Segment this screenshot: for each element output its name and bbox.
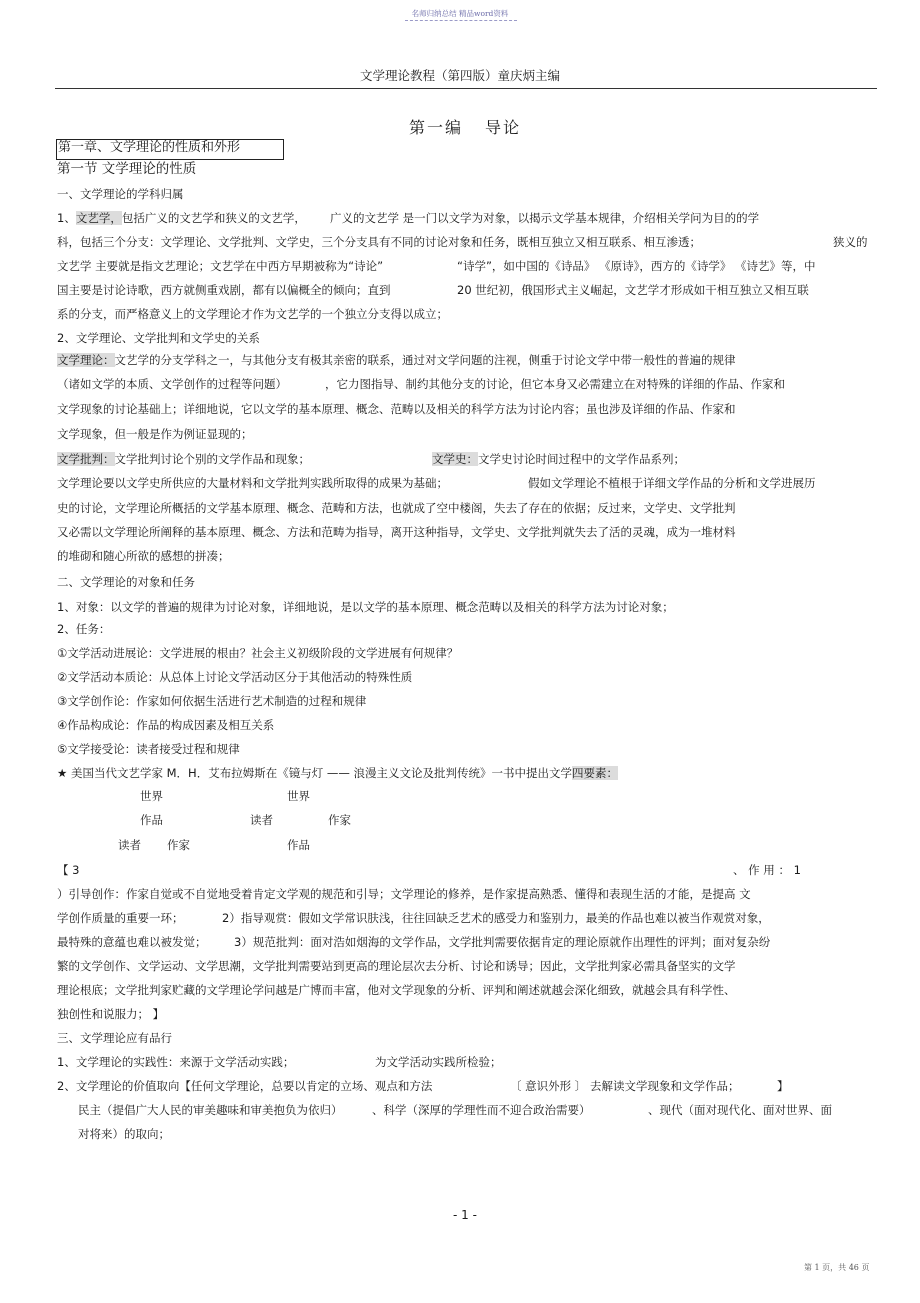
text-run: 学创作质量的重要一环； [57, 911, 184, 925]
text-line [57, 451, 310, 467]
text-line [222, 910, 770, 926]
text-run: 文学史讨论时间过程中的文学作品系列； [478, 452, 685, 466]
text-run: 3）规范批判：面对浩如烟海的文学作品，文学批判需要依据肯定的理论原就作出理性的评判；面对复杂纷 [234, 935, 771, 949]
highlighted-term: 文学史： [432, 452, 478, 466]
text-line [57, 500, 736, 516]
text-run: 读者 [250, 813, 273, 827]
text-run: 作家 [167, 838, 190, 852]
text-run: 作家 [328, 813, 351, 827]
text-line [167, 837, 190, 853]
text-run: 广义的文艺学 是一门以文学为对象，以揭示文学基本规律，介绍相关学问为目的的学 [330, 211, 760, 225]
text-line [57, 621, 110, 637]
text-line [328, 812, 351, 828]
text-run: （诸如文学的本质、文学创作的过程等问题） [57, 377, 287, 391]
text-run: 1、 [57, 211, 76, 225]
text-line [57, 669, 412, 685]
text-line [78, 1102, 343, 1118]
text-run: 独创性和说服力； 】 [57, 1007, 165, 1021]
watermark-text: 名师归纳总结 精品word资料 [411, 9, 509, 18]
text-line [57, 599, 674, 615]
text-line [140, 812, 163, 828]
text-line [57, 1054, 294, 1070]
text-run: 文学现象，但一般是作为例证显现的； [57, 427, 253, 441]
text-run: 又必需以文学理论所阐释的基本原理、概念、方法和范畴为指导，离开这种指导，文学史、文学批判就失去了活的灵魂，成为一堆材料 [57, 525, 736, 539]
text-run: 二、文学理论的对象和任务 [57, 575, 195, 589]
text-line [234, 934, 770, 950]
text-run: 狭义的 [833, 235, 868, 249]
text-line [57, 862, 79, 878]
text-line [57, 210, 306, 226]
text-line [733, 862, 801, 878]
text-line [57, 282, 391, 298]
text-run: 一、文学理论的学科归属 [57, 187, 184, 201]
text-run: 史的讨论，文学理论所概括的文学基本原理、概念、范畴和方法，也就成了空中楼阁，失去了存在的依据；反过来，文学史、文学批判 [57, 501, 736, 515]
text-run: 民主（提倡广大人民的审美趣味和审美抱负为依归） [78, 1103, 343, 1117]
text-line [57, 958, 736, 974]
text-run: ①文学活动进展论：文学进展的根由？社会主义初级阶段的文学进展有何规律？ [57, 646, 459, 660]
text-run: 、科学（深厚的学理性而不迎合政治需要） [372, 1103, 591, 1117]
text-line [457, 258, 815, 274]
text-line [57, 186, 184, 202]
text-line [330, 210, 759, 226]
text-line [325, 376, 785, 392]
text-line [57, 693, 366, 709]
text-run: 文学批判讨论个别的文学作品和现象； [114, 452, 310, 466]
text-run: 系的分支，而严格意义上的文学理论才作为文艺学的一个独立分支得以成立； [57, 307, 448, 321]
text-line [57, 330, 260, 346]
text-run: 三、文学理论应有品行 [57, 1031, 172, 1045]
text-line [777, 1078, 789, 1094]
page-number: - 1 - [453, 1208, 477, 1222]
text-run: 文学理论要以文学史所供应的大量材料和文学批判实践所取得的成果为基础； [57, 476, 448, 490]
text-run: ，它力图指导、制约其他分支的讨论，但它本身又必需建立在对特殊的详细的作品、作家和 [325, 377, 785, 391]
text-run: 〔 意识外形 〕 去解读文学现象和文学作品； [510, 1079, 740, 1093]
part-title [0, 115, 920, 138]
text-run: 、现代（面对现代化、面对世界、面 [648, 1103, 832, 1117]
text-run: 繁的文学创作、文学运动、文学思潮，文学批判需要站到更高的理论层次去分析、讨论和诱导；因此，文学批判家必需具备坚实的文学 [57, 959, 736, 973]
text-run: ）引导创作：作家自觉或不自觉地受着肯定文学观的规范和引导；文学理论的修养，是作家提高熟悉、懂得和表现生活的才能，是提高 文 [57, 887, 751, 901]
text-run: 2、文学理论的价值取向【任何文学理论，总要以肯定的立场、观点和方法 [57, 1079, 433, 1093]
text-line [140, 788, 163, 804]
text-line [57, 741, 240, 757]
page-count: 第 1 页，共 46 页 [804, 1263, 870, 1272]
header-rule [55, 88, 877, 89]
text-run: ⑤文学接受论：读者接受过程和规律 [57, 742, 240, 756]
text-run: 文艺学 主要就是指文艺理论；文艺学在中西方早期被称为“诗论” [57, 259, 384, 273]
text-run: ②文学活动本质论：从总体上讨论文学活动区分于其他活动的特殊性质 [57, 670, 413, 684]
text-line [57, 1030, 172, 1046]
text-line [528, 475, 816, 491]
highlighted-term: 文艺学， [75, 211, 122, 225]
text-line [57, 982, 736, 998]
text-run: 为文学活动实践所检验； [375, 1055, 502, 1069]
part-title-name: 导论 [485, 118, 522, 137]
text-run: 世界 [140, 789, 163, 803]
text-run: 最特殊的意蕴也难以被发觉； [57, 935, 207, 949]
text-line [57, 886, 751, 902]
text-line [57, 934, 207, 950]
text-line [57, 645, 458, 661]
text-run: 文艺学的分支学科之一，与其他分支有极其亲密的联系，通过对文学问题的注视，侧重于讨论文学中带一般性的普遍的规律 [114, 353, 736, 367]
section-title: 第一节 文学理论的性质 [57, 161, 197, 177]
text-line [287, 837, 310, 853]
text-run: 世界 [287, 789, 310, 803]
text-line [57, 401, 736, 417]
text-run: ★ 美国当代文艺学家 M．H．艾布拉姆斯在《镜与灯 —— 浪漫主义文论及批判传统》一书中提出文学 [57, 766, 572, 780]
text-line [57, 765, 618, 781]
text-line [57, 258, 383, 274]
part-title-number: 第一编 [408, 118, 463, 137]
text-line [57, 574, 195, 590]
text-run: 20 世纪初，俄国形式主义崛起，文艺学才形成如干相互独立又相互联 [457, 283, 809, 297]
text-run: 、 作 用 ： 1 [733, 863, 801, 877]
text-line [432, 451, 685, 467]
text-line [375, 1054, 502, 1070]
document-header: 文学理论教程（第四版）童庆炳主编 [359, 68, 560, 83]
text-line [57, 306, 448, 322]
text-run: 文学现象的讨论基础上；详细地说，它以文学的基本原理、概念、范畴以及相关的科学方法为讨论内容；虽也涉及详细的作品、作家和 [57, 402, 736, 416]
text-line [57, 426, 253, 442]
text-run: ③文学创作论：作家如何依据生活进行艺术制造的过程和规律 [57, 694, 367, 708]
text-run: 1、对象：以文学的普遍的规律为讨论对象，详细地说，是以文学的基本原理、概念范畴以及相关的科学方法为讨论对象； [57, 600, 674, 614]
text-run: 2）指导观赏：假如文学常识肤浅，往往回缺乏艺术的感受力和鉴别力，最美的作品也难以被当作观赏对象， [222, 911, 770, 925]
text-line [648, 1102, 832, 1118]
text-line [57, 717, 274, 733]
text-run: 科，包括三个分支：文学理论、文学批判、文学史，三个分支具有不同的讨论对象和任务，既相互独立又相互联系、相互渗透； [57, 235, 701, 249]
text-run: 作品 [140, 813, 163, 827]
text-line [118, 837, 141, 853]
text-run: 读者 [118, 838, 141, 852]
text-run: “诗学”，如中国的《诗品》 《原诗》，西方的《诗学》 《诗艺》等，中 [457, 259, 816, 273]
text-line [78, 1126, 170, 1142]
watermark-divider [405, 20, 517, 21]
text-line [57, 548, 230, 564]
text-run: 作品 [287, 838, 310, 852]
text-line [57, 524, 736, 540]
text-run: 2、任务： [57, 622, 111, 636]
text-run: 假如文学理论不植根于详细文学作品的分析和文学进展历 [528, 476, 816, 490]
text-line [57, 352, 736, 368]
text-run: 1、文学理论的实践性：来源于文学活动实践； [57, 1055, 295, 1069]
text-line [57, 910, 184, 926]
text-line [57, 475, 448, 491]
text-line [287, 788, 310, 804]
text-line [57, 1078, 432, 1094]
highlighted-term: 文学批判： [57, 452, 115, 466]
text-run: 【 3 [57, 863, 80, 877]
text-line [250, 812, 273, 828]
text-line [372, 1102, 591, 1118]
text-line [833, 234, 868, 250]
text-run: 2、文学理论、文学批判和文学史的关系 [57, 331, 260, 345]
text-line [57, 234, 701, 250]
text-run: 对将来）的取向； [78, 1127, 170, 1141]
text-run: 国主要是讨论诗歌，西方就侧重戏剧，都有以偏概全的倾向；直到 [57, 283, 391, 297]
text-line [57, 1006, 164, 1022]
chapter-title: 第一章、文学理论的性质和外形 [58, 140, 241, 155]
text-run: 理论根底；文学批判家贮藏的文学理论学问越是广博而丰富，他对文学现象的分析、评判和阐述就越会深化细致，就越会具有科学性、 [57, 983, 736, 997]
text-run: 】 [777, 1079, 789, 1093]
text-line [57, 376, 287, 392]
text-line [510, 1078, 739, 1094]
highlighted-term: 文学理论： [57, 353, 115, 367]
text-run: ④作品构成论：作品的构成因素及相互关系 [57, 718, 275, 732]
text-line [457, 282, 809, 298]
text-run: 的堆砌和随心所欲的感想的拼凑； [57, 549, 230, 563]
text-run: 包括广义的文艺学和狭义的文艺学， [121, 211, 306, 225]
highlighted-term: 四要素： [572, 766, 618, 780]
